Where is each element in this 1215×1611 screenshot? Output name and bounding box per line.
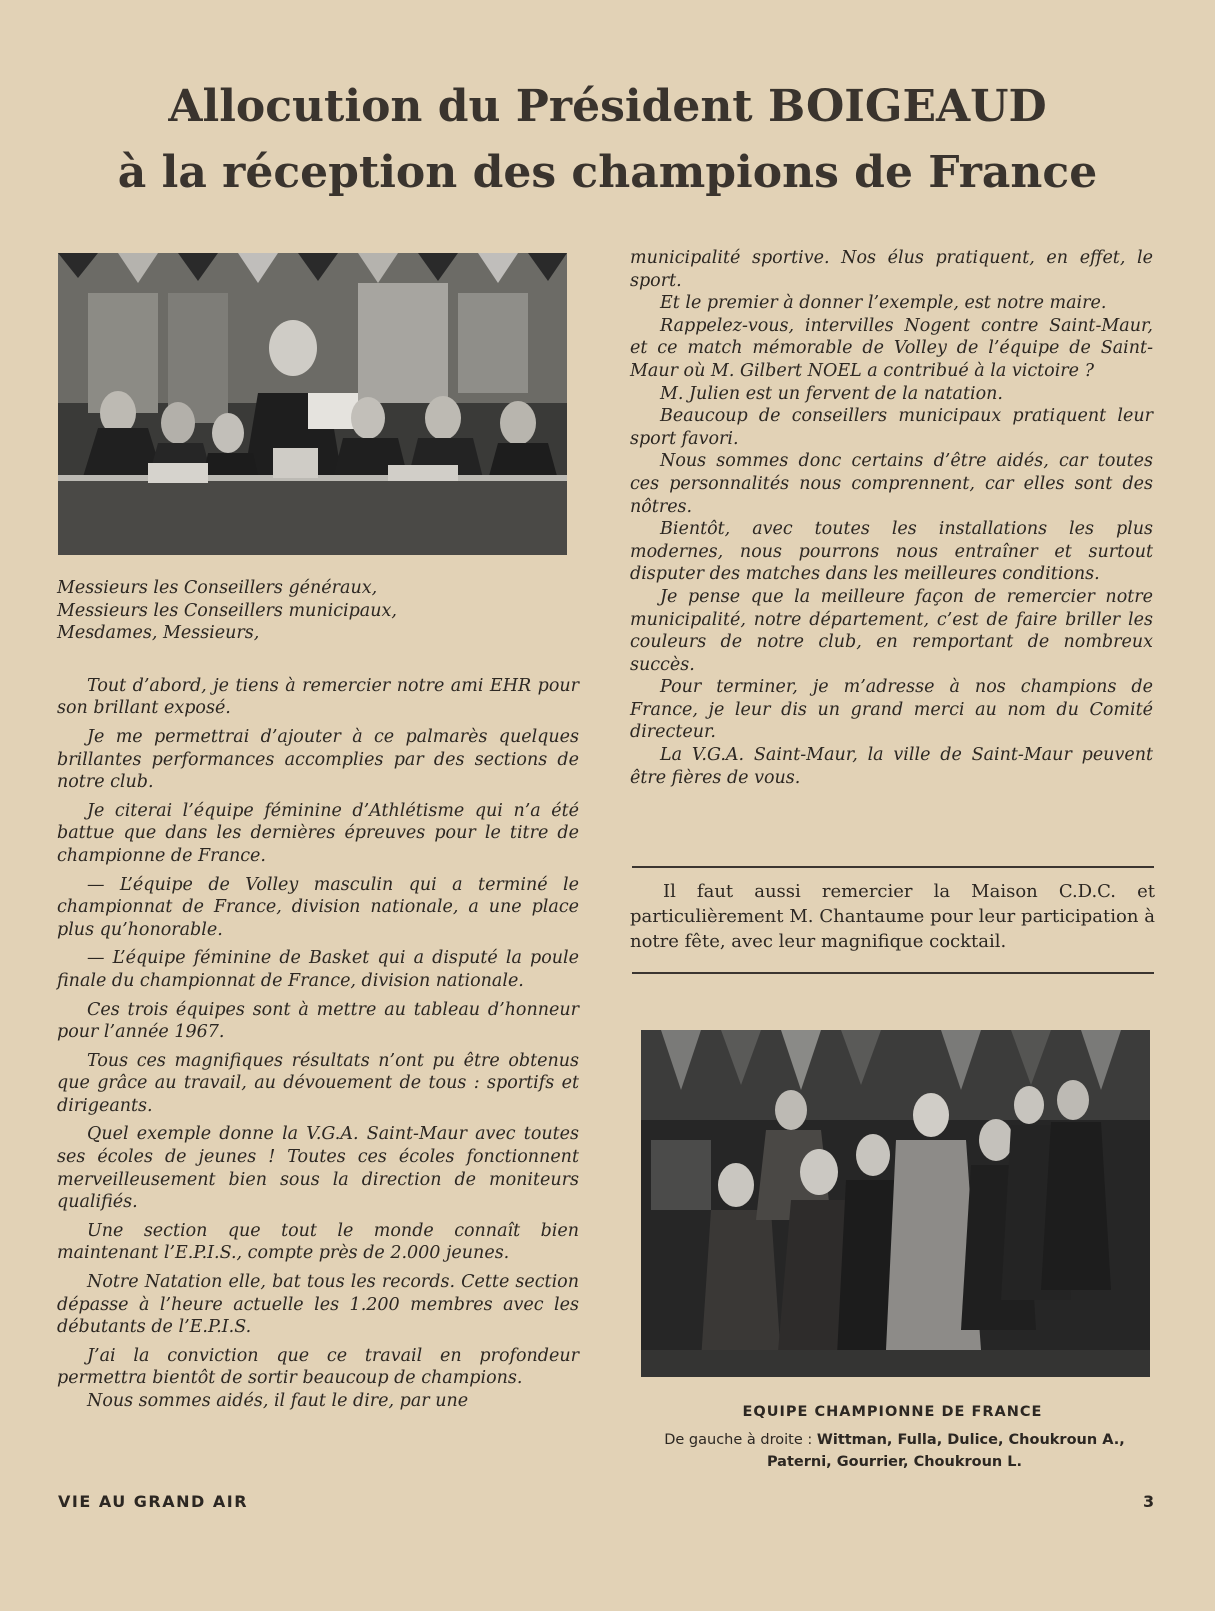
title-line-2: à la réception des champions de France (117, 147, 1098, 198)
paragraph: municipalité sportive. Nos élus pratiquent, en effet, le sport. (630, 248, 1153, 291)
paragraph: Nous sommes aidés, il faut le dire, par une (87, 1391, 469, 1411)
salutation-line: Messieurs les Conseillers généraux, (57, 578, 378, 598)
salutation-line: Mesdames, Messieurs, (57, 623, 260, 644)
paragraph: Une section que tout le monde connaît bien maintenant l’E.P.I.S., compte près de 2.000 jeunes. (57, 1220, 579, 1264)
right-column (630, 247, 1153, 789)
caption-prefix: De gauche à droite : (664, 1432, 817, 1448)
title-line-1: Allocution du Président BOIGEAUD (168, 81, 1047, 132)
paragraph: Et le premier à donner l’exemple, est notre maire. (660, 293, 1107, 314)
salutation-line: Messieurs les Conseillers municipaux, (57, 600, 397, 621)
paragraph: Beaucoup de conseillers municipaux pratiquent leur sport favori. (630, 406, 1153, 449)
photo-president-speech-image (58, 253, 567, 555)
caption-title: EQUIPE CHAMPIONNE DE FRANCE (742, 1404, 1043, 1420)
paragraph: Notre Natation elle, bat tous les records. Cette section dépasse à l’heure actuelle les 1.200 membres avec les débutants de l’E.P.I.S. (57, 1272, 579, 1338)
magazine-name: VIE AU GRAND AIR (58, 1492, 249, 1511)
left-column (57, 577, 579, 1413)
photo-champion-team-image (641, 1030, 1150, 1377)
paragraph: M. Julien est un fervent de la natation. (660, 383, 1003, 404)
paragraph: Je me permettrai d’ajouter à ce palmarès quelques brillantes performances accomplies par des sections de notre club. (57, 726, 579, 793)
caption-text (632, 1429, 1157, 1473)
paragraph: Pour terminer, je m’adresse à nos champions de France, je leur dis un grand merci au nom du Comité directeur. (630, 677, 1153, 743)
paragraph: La V.G.A. Saint-Maur, la ville de Saint-Maur peuvent être fières de vous. (630, 745, 1153, 788)
caption-names: Wittman, Fulla, Dulice, Choukroun A., Paterni, Gourrier, Choukroun L. (766, 1432, 1125, 1470)
divider-bottom (632, 972, 1154, 974)
paragraph: Tous ces magnifiques résultats n’ont pu être obtenus que grâce au travail, au dévouement de tous : sportifs et dirigeants. (57, 1050, 579, 1116)
paragraph: Bientôt, avec toutes les installations les plus modernes, nous pourrons nous entraîner et surtout disputer des matches dans les meilleures conditions. (630, 519, 1153, 585)
paragraph: Ces trois équipes sont à mettre au tableau d’honneur pour l’année 1967. (57, 999, 579, 1043)
page-number: 3 (1143, 1492, 1155, 1511)
paragraph: Nous sommes donc certains d’être aidés, car toutes ces personnalités nous comprennent, car elles sont des nôtres. (630, 451, 1153, 517)
photo-champion-team (641, 1030, 1150, 1377)
paragraph: Quel exemple donne la V.G.A. Saint-Maur avec toutes ses écoles de jeunes ! Toutes ces écoles fonctionnent merveilleusement bien sous la direction de moniteurs qualifiés. (57, 1124, 579, 1213)
paragraph: Je pense que la meilleure façon de remercier notre municipalité, notre département, c’est de faire briller les couleurs de notre club, en remportant de nombreux succès. (630, 586, 1153, 675)
thanks-note: Il faut aussi remercier la Maison C.D.C. et particulièrement M. Chantaume pour leur participation à notre fête, avec leur magnifique cocktail. (630, 881, 1155, 952)
paragraph: J’ai la conviction que ce travail en profondeur permettra bientôt de sortir beaucoup de champions. (57, 1345, 579, 1389)
divider-top (632, 866, 1154, 868)
page-title (0, 74, 1215, 206)
salutation (57, 577, 579, 645)
paragraph: — L’équipe féminine de Basket qui a disputé la poule finale du championnat de France, division nationale. (57, 948, 579, 991)
paragraph: Je citerai l’équipe féminine d’Athlétisme qui n’a été battue que dans les dernières épreuves pour le titre de championne de France. (57, 800, 579, 866)
paragraph: Rappelez-vous, intervilles Nogent contre Saint-Maur, et ce match mémorable de Volley de l’équipe de Saint-Maur où M. Gilbert NOEL a contribué à la victoire ? (630, 315, 1153, 381)
paragraph: — L’équipe de Volley masculin qui a terminé le championnat de France, division nationale, a une place plus qu’honorable. (57, 874, 579, 940)
paragraph: Tout d’abord, je tiens à remercier notre ami EHR pour son brillant exposé. (57, 675, 579, 719)
photo-president-speech (58, 253, 567, 555)
